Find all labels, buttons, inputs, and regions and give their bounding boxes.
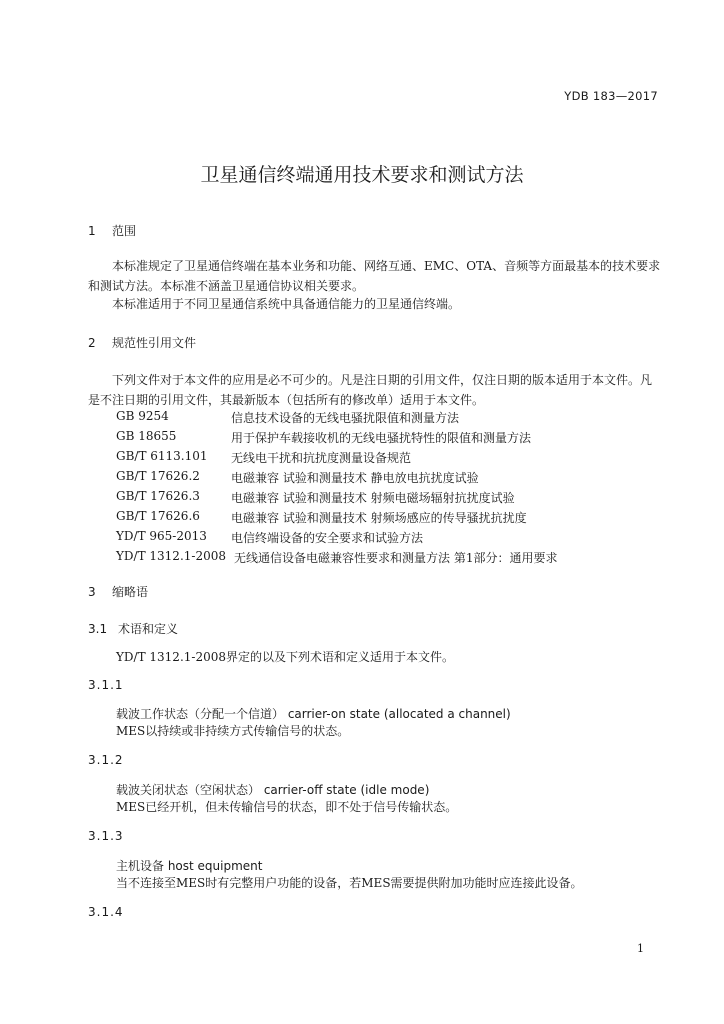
reference-title: 无线电干扰和抗扰度测量设备规范 (231, 451, 412, 465)
reference-title: 电信终端设备的安全要求和试验方法 (231, 531, 424, 545)
reference-code: GB/T 6113.101 (116, 449, 208, 463)
subsection-3-1-intro: YD/T 1312.1-2008界定的以及下列术语和定义适用于本文件。 (116, 650, 454, 664)
term-definition: 当不连接至MES时有完整用户功能的设备，若MES需要提供附加功能时应连接此设备。 (116, 876, 583, 890)
reference-title: 电磁兼容 试验和测量技术 射频电磁场辐射抗扰度试验 (231, 491, 515, 505)
section-title: 范围 (112, 224, 137, 238)
term-number: 3.1.3 (88, 829, 124, 843)
term-number: 3.1.4 (88, 905, 124, 919)
term-definition: MES已经开机，但未传输信号的状态，即不处于信号传输状态。 (116, 800, 458, 814)
reference-item (116, 469, 636, 489)
section-2-heading (88, 334, 196, 351)
reference-title: 无线通信设备电磁兼容性要求和测量方法 第1部分：通用要求 (234, 551, 558, 565)
reference-code: GB 18655 (116, 429, 177, 443)
reference-item (116, 509, 636, 529)
reference-list (116, 409, 636, 569)
section-2-intro: 下列文件对于本文件的应用是必不可少的。凡是注日期的引用文件，仅注日期的版本适用于本文件。凡是不注日期的引用文件，其最新版本（包括所有的修改单）适用于本文件。 (88, 373, 653, 407)
term-number: 3.1.2 (88, 753, 124, 767)
reference-item (116, 429, 636, 449)
subsection-3-1-heading (88, 620, 178, 637)
reference-code: YD/T 965-2013 (116, 529, 207, 543)
reference-title: 用于保护车载接收机的无线电骚扰特性的限值和测量方法 (231, 431, 532, 445)
reference-code: GB/T 17626.6 (116, 509, 200, 523)
subsection-number: 3.1 (88, 622, 108, 636)
section-number: 2 (88, 336, 96, 350)
subsection-title: 术语和定义 (118, 622, 179, 636)
reference-title: 电磁兼容 试验和测量技术 静电放电抗扰度试验 (231, 471, 479, 485)
section-1-heading (88, 222, 136, 239)
term-number: 3.1.1 (88, 678, 124, 692)
section-title: 规范性引用文件 (112, 336, 197, 350)
reference-item (116, 409, 636, 429)
standard-code: YDB 183—2017 (564, 89, 658, 103)
section-number: 3 (88, 585, 96, 599)
reference-code: GB/T 17626.3 (116, 489, 200, 503)
reference-item (116, 529, 636, 549)
reference-code: GB/T 17626.2 (116, 469, 200, 483)
section-3-heading (88, 583, 148, 600)
section-title: 缩略语 (112, 585, 149, 599)
term-title: 主机设备 host equipment (116, 859, 263, 873)
term-definition: MES以持续或非持续方式传输信号的状态。 (116, 724, 350, 738)
page-number: 1 (637, 942, 644, 955)
term-title: 载波工作状态（分配一个信道） carrier-on state (allocated a channel) (116, 707, 511, 721)
reference-title: 电磁兼容 试验和测量技术 射频场感应的传导骚扰抗扰度 (231, 511, 527, 525)
reference-title: 信息技术设备的无线电骚扰限值和测量方法 (231, 411, 460, 425)
reference-code: YD/T 1312.1-2008 (116, 549, 226, 563)
section-number: 1 (88, 224, 96, 238)
reference-item (116, 489, 636, 509)
document-title: 卫星通信终端通用技术要求和测试方法 (200, 164, 524, 186)
reference-item (116, 449, 636, 469)
section-1-paragraph-2: 本标准适用于不同卫星通信系统中具备通信能力的卫星通信终端。 (112, 297, 461, 311)
term-title: 载波关闭状态（空闲状态） carrier-off state (idle mode) (116, 783, 430, 797)
section-1-paragraph-1: 本标准规定了卫星通信终端在基本业务和功能、网络互通、EMC、OTA、音频等方面最基本的技术要求和测试方法。本标准不涵盖卫星通信协议相关要求。 (88, 259, 661, 293)
reference-code: GB 9254 (116, 409, 169, 423)
reference-item (116, 549, 636, 569)
